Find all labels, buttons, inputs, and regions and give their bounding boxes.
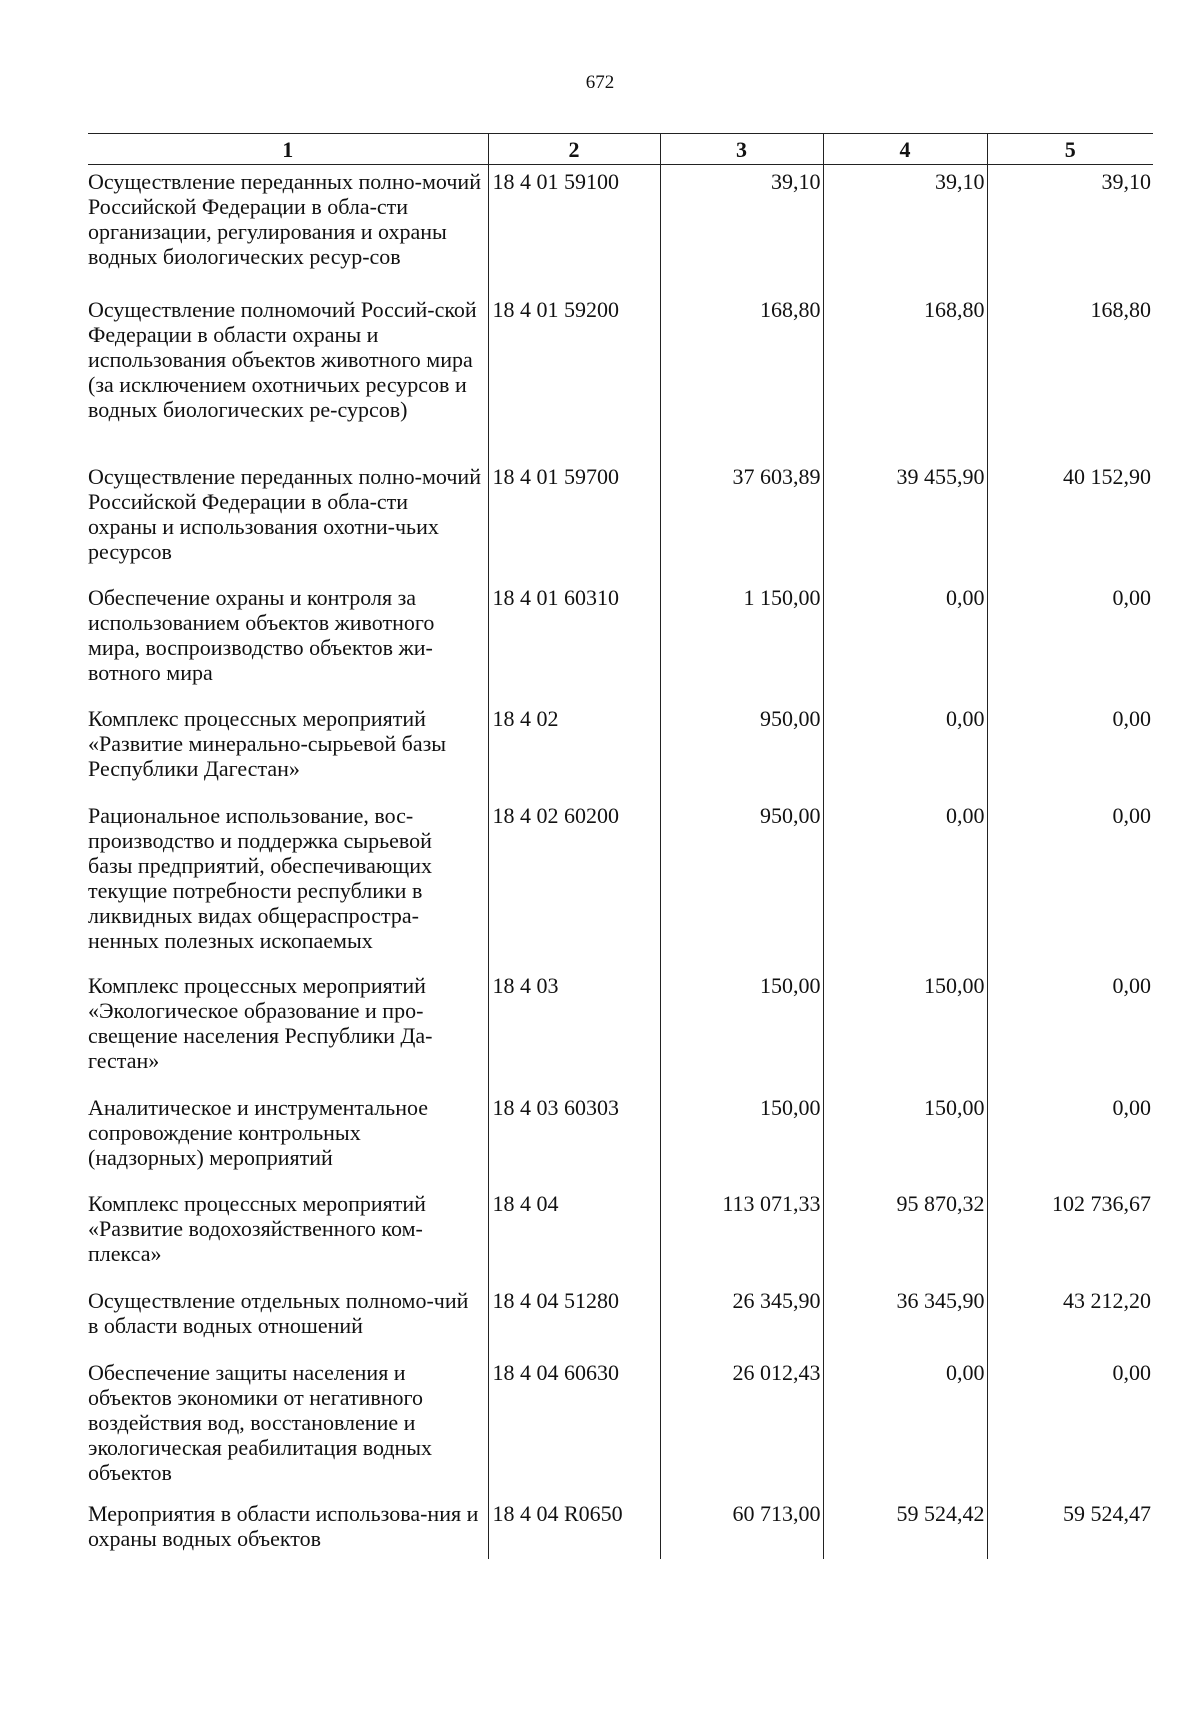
row-code: 18 4 01 59200 [488,293,660,460]
row-value-col3: 37 603,89 [660,460,823,581]
row-code: 18 4 01 59700 [488,460,660,581]
row-value-col3: 39,10 [660,165,823,293]
table-row [88,969,1153,1091]
header-col-1: 1 [88,134,488,165]
row-value-col4: 0,00 [823,581,987,702]
row-name: Осуществление переданных полно-мочий Российской Федерации в обла-сти охраны и использования охотни-чьих ресурсов [88,463,481,564]
row-value-col3: 26 345,90 [660,1284,823,1356]
table-row [88,1284,1153,1356]
row-name: Аналитическое и инструментальное сопровождение контрольных (надзорных) мероприятий [88,1094,429,1170]
table-row [88,1497,1153,1559]
row-name: Мероприятия в области использова-ния и охраны водных объектов [88,1500,479,1551]
row-value-col5: 0,00 [987,581,1153,702]
row-code: 18 4 03 60303 [488,1091,660,1187]
row-value-col4: 39,10 [823,165,987,293]
row-value-col5: 0,00 [987,1356,1153,1497]
header-col-2: 2 [488,134,660,165]
row-value-col5: 59 524,47 [987,1497,1153,1559]
row-value-col3: 150,00 [660,969,823,1091]
row-value-col5: 43 212,20 [987,1284,1153,1356]
row-value-col3: 168,80 [660,293,823,460]
row-value-col4: 168,80 [823,293,987,460]
row-value-col3: 60 713,00 [660,1497,823,1559]
row-value-col4: 150,00 [823,1091,987,1187]
row-value-col4: 59 524,42 [823,1497,987,1559]
row-name: Осуществление переданных полно-мочий Российской Федерации в обла-сти организации, регулирования и охраны водных биологических ресур-сов [88,169,481,269]
row-value-col5: 168,80 [987,293,1153,460]
header-row [88,134,1153,165]
row-value-col4: 36 345,90 [823,1284,987,1356]
table-row [88,1356,1153,1497]
row-code: 18 4 04 60630 [488,1356,660,1497]
row-name: Осуществление полномочий Россий-ской Федерации в области охраны и использования объектов животного мира (за исключением охотничьих ресурсов и водных биологических ре-сурсов) [88,296,477,422]
row-name: Комплекс процессных мероприятий «Развитие водохозяйственного ком-плекса» [88,1190,426,1266]
table-row [88,581,1153,702]
header-col-5: 5 [987,134,1153,165]
table-row [88,293,1153,460]
row-value-col5: 0,00 [987,799,1153,969]
table-row [88,702,1153,799]
row-value-col5: 0,00 [987,1091,1153,1187]
table-row [88,1091,1153,1187]
page-number: 672 [585,72,615,93]
row-value-col4: 0,00 [823,799,987,969]
row-name: Рациональное использование, вос-производство и поддержка сырьевой базы предприятий, обеспечивающих текущие потребности республики в ликвидных видах общераспростра-ненных полезных ископаемых [88,802,433,953]
row-value-col5: 39,10 [987,165,1153,293]
row-value-col4: 39 455,90 [823,460,987,581]
table-row [88,165,1153,293]
row-code: 18 4 01 60310 [488,581,660,702]
row-code: 18 4 04 [488,1187,660,1284]
row-value-col3: 950,00 [660,799,823,969]
row-code: 18 4 04 R0650 [488,1497,660,1559]
row-value-col3: 26 012,43 [660,1356,823,1497]
row-name: Обеспечение охраны и контроля за использованием объектов животного мира, воспроизводство объектов жи-вотного мира [88,584,435,685]
row-value-col3: 113 071,33 [660,1187,823,1284]
row-value-col3: 950,00 [660,702,823,799]
row-name: Осуществление отдельных полномо-чий в области водных отношений [88,1287,469,1338]
budget-table [88,133,1153,1559]
row-value-col5: 102 736,67 [987,1187,1153,1284]
row-code: 18 4 01 59100 [488,165,660,293]
row-value-col4: 0,00 [823,1356,987,1497]
row-value-col4: 150,00 [823,969,987,1091]
row-value-col3: 1 150,00 [660,581,823,702]
row-code: 18 4 03 [488,969,660,1091]
row-value-col3: 150,00 [660,1091,823,1187]
row-name: Комплекс процессных мероприятий «Экологическое образование и про-свещение населения Республики Да-гестан» [88,972,433,1073]
table-row [88,799,1153,969]
row-code: 18 4 04 51280 [488,1284,660,1356]
row-value-col5: 40 152,90 [987,460,1153,581]
table-row [88,1187,1153,1284]
header-col-4: 4 [823,134,987,165]
row-value-col5: 0,00 [987,702,1153,799]
row-name: Обеспечение защиты населения и объектов экономики от негативного воздействия вод, восстановление и экологическая реабилитация водных объектов [88,1359,433,1485]
table-row [88,460,1153,581]
header-col-3: 3 [660,134,823,165]
row-value-col5: 0,00 [987,969,1153,1091]
row-value-col4: 95 870,32 [823,1187,987,1284]
row-code: 18 4 02 [488,702,660,799]
row-code: 18 4 02 60200 [488,799,660,969]
row-name: Комплекс процессных мероприятий «Развитие минерально-сырьевой базы Республики Дагестан» [88,705,447,781]
row-value-col4: 0,00 [823,702,987,799]
